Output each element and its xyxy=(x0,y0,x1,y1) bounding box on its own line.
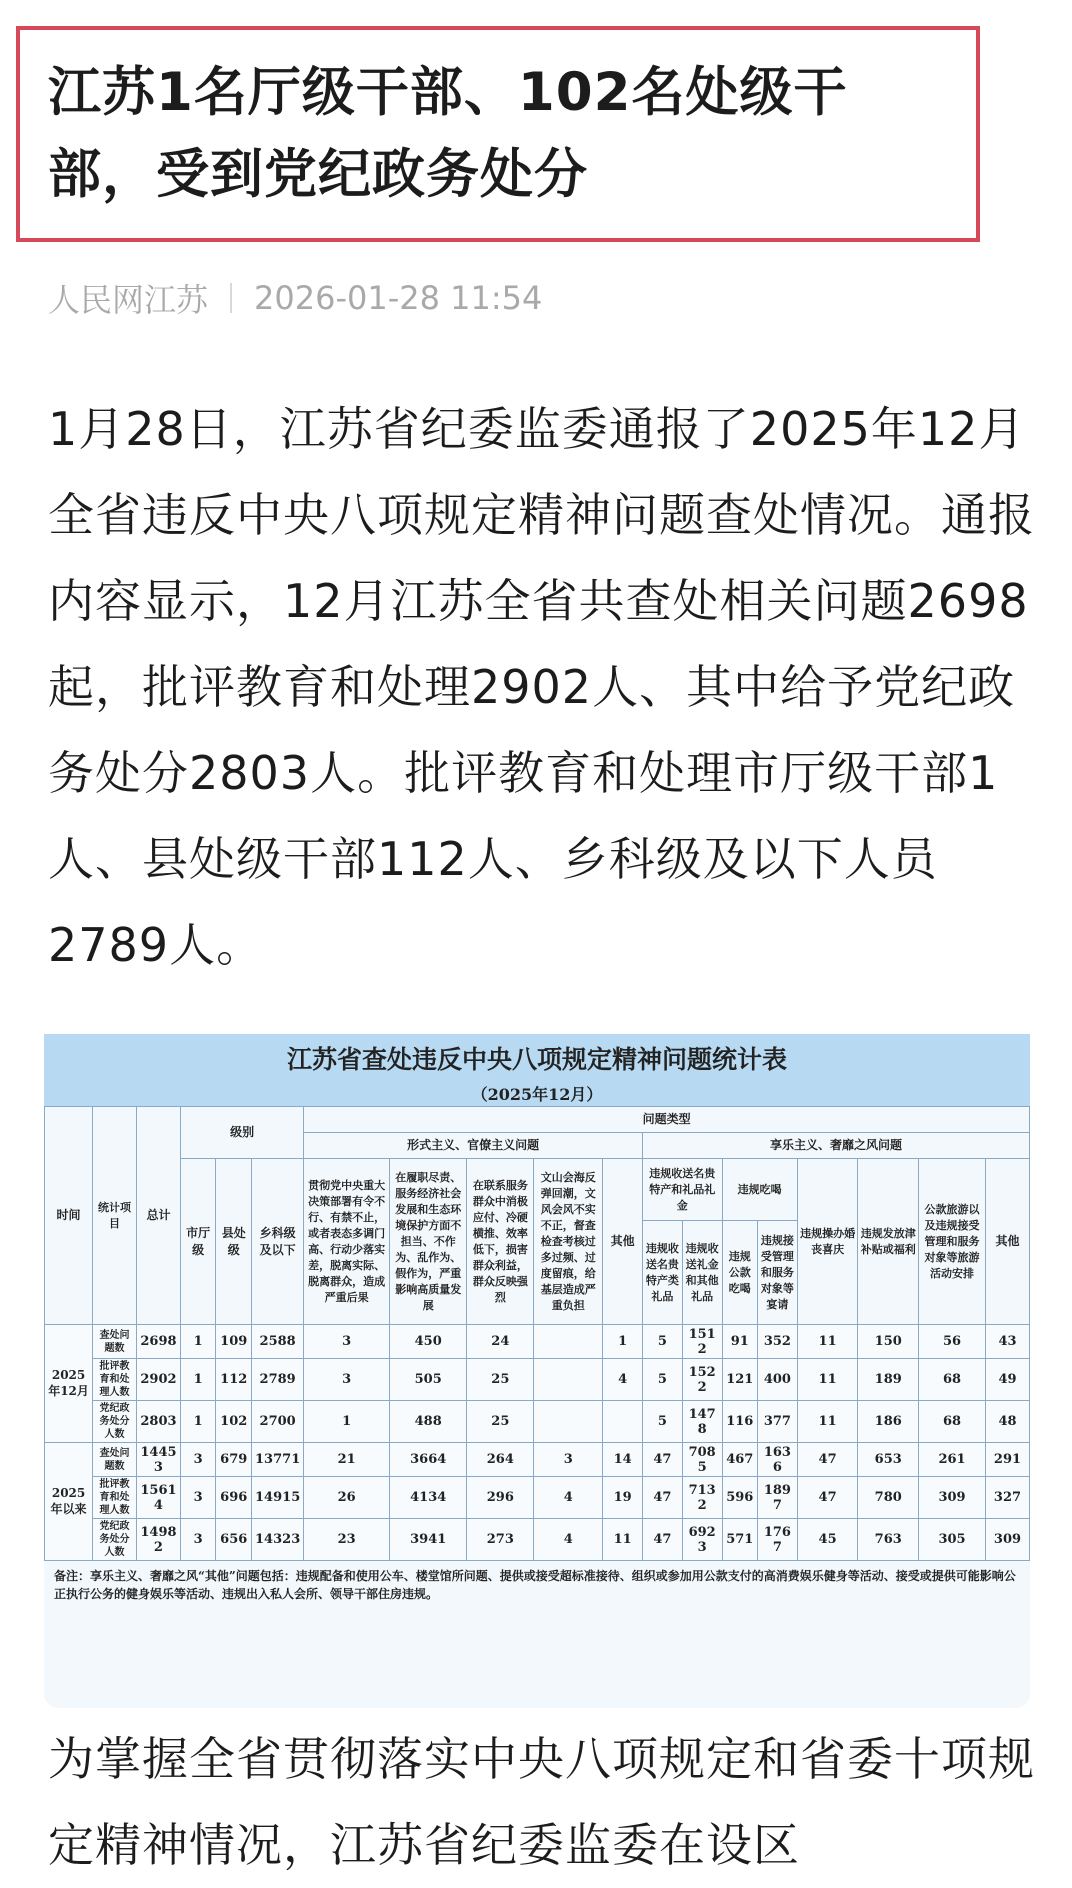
th-formalism-4: 文山会海反弹回潮，文风会风不实不正，督查检查考核过多过频、过度留痕，给基层造成严重负担 xyxy=(534,1159,603,1325)
table-row xyxy=(45,1359,1030,1401)
row-label-cell: 批评教育和处理人数 xyxy=(93,1477,137,1519)
value-cell xyxy=(534,1359,603,1401)
th-level-county: 县处级 xyxy=(216,1159,252,1325)
value-cell: 2789 xyxy=(252,1359,304,1401)
value-cell: 596 xyxy=(722,1477,758,1519)
th-level: 级别 xyxy=(180,1107,303,1159)
value-cell: 47 xyxy=(797,1477,858,1519)
period-cell: 2025年以来 xyxy=(45,1443,93,1561)
value-cell: 7085 xyxy=(682,1443,722,1477)
value-cell: 3 xyxy=(180,1443,216,1477)
value-cell: 3 xyxy=(534,1443,603,1477)
value-cell: 1 xyxy=(180,1325,216,1359)
value-cell: 11 xyxy=(603,1519,643,1561)
value-cell: 3 xyxy=(304,1325,390,1359)
value-cell: 763 xyxy=(858,1519,919,1561)
value-cell xyxy=(534,1401,603,1443)
value-cell: 25 xyxy=(467,1359,534,1401)
meta-divider xyxy=(230,283,232,313)
value-cell: 780 xyxy=(858,1477,919,1519)
th-formalism-other: 其他 xyxy=(603,1159,643,1325)
value-cell: 5 xyxy=(643,1359,683,1401)
value-cell: 5 xyxy=(643,1325,683,1359)
value-cell: 19 xyxy=(603,1477,643,1519)
value-cell: 25 xyxy=(467,1401,534,1443)
th-hedonism-other: 其他 xyxy=(985,1159,1029,1325)
table-subtitle: （2025年12月） xyxy=(471,1085,603,1104)
value-cell: 68 xyxy=(919,1359,986,1401)
value-cell: 14323 xyxy=(252,1519,304,1561)
value-cell: 11 xyxy=(797,1325,858,1359)
table-row xyxy=(45,1519,1030,1561)
value-cell: 47 xyxy=(643,1477,683,1519)
value-cell: 2698 xyxy=(137,1325,181,1359)
article-meta xyxy=(48,278,542,318)
value-cell: 4134 xyxy=(390,1477,467,1519)
value-cell: 102 xyxy=(216,1401,252,1443)
value-cell: 4 xyxy=(534,1519,603,1561)
value-cell: 47 xyxy=(643,1519,683,1561)
value-cell: 150 xyxy=(858,1325,919,1359)
value-cell: 1512 xyxy=(682,1325,722,1359)
value-cell: 112 xyxy=(216,1359,252,1401)
table-note: 备注：享乐主义、奢靡之风“其他”问题包括：违规配备和使用公车、楼堂馆所问题、提供或接受超标准接待、组织或参加用公款支付的高消费娱乐健身等活动、接受或提供可能影响公正执行公务的健身娱乐等活动、违规出入私人会所、领导干部住房违规。 xyxy=(54,1569,1016,1601)
table-row xyxy=(45,1401,1030,1443)
th-formalism-1: 贯彻党中央重大决策部署有令不行、有禁不止，或者表态多调门高、行动少落实差，脱离实际、脱离群众，造成严重后果 xyxy=(304,1159,390,1325)
table-row xyxy=(45,1443,1030,1477)
row-label-cell: 批评教育和处理人数 xyxy=(93,1359,137,1401)
value-cell: 13771 xyxy=(252,1443,304,1477)
value-cell: 1 xyxy=(180,1401,216,1443)
th-formalism-3: 在联系服务群众中消极应付、冷硬横推、效率低下，损害群众利益，群众反映强烈 xyxy=(467,1159,534,1325)
table-title: 江苏省查处违反中央八项规定精神问题统计表 xyxy=(286,1045,787,1074)
value-cell: 24 xyxy=(467,1325,534,1359)
th-level-township: 乡科级及以下 xyxy=(252,1159,304,1325)
th-travel: 公款旅游以及违规接受管理和服务对象等旅游活动安排 xyxy=(919,1159,986,1325)
value-cell: 116 xyxy=(722,1401,758,1443)
value-cell: 45 xyxy=(797,1519,858,1561)
value-cell: 305 xyxy=(919,1519,986,1561)
row-label-cell: 党纪政务处分人数 xyxy=(93,1401,137,1443)
value-cell: 2803 xyxy=(137,1401,181,1443)
statistics-table-image xyxy=(44,1034,1030,1708)
value-cell: 14 xyxy=(603,1443,643,1477)
value-cell: 3 xyxy=(304,1359,390,1401)
th-item: 统计项目 xyxy=(93,1107,137,1325)
value-cell: 296 xyxy=(467,1477,534,1519)
value-cell xyxy=(534,1325,603,1359)
value-cell: 49 xyxy=(985,1359,1029,1401)
value-cell: 679 xyxy=(216,1443,252,1477)
value-cell: 186 xyxy=(858,1401,919,1443)
table-row xyxy=(45,1325,1030,1359)
value-cell: 109 xyxy=(216,1325,252,1359)
value-cell: 56 xyxy=(919,1325,986,1359)
value-cell: 1 xyxy=(603,1325,643,1359)
value-cell: 273 xyxy=(467,1519,534,1561)
value-cell: 2902 xyxy=(137,1359,181,1401)
th-allowance: 违规发放津补贴或福利 xyxy=(858,1159,919,1325)
th-time: 时间 xyxy=(45,1107,93,1325)
th-gift: 违规收送名贵特产和礼品礼金 xyxy=(643,1159,722,1221)
value-cell: 696 xyxy=(216,1477,252,1519)
value-cell: 264 xyxy=(467,1443,534,1477)
headline-box xyxy=(16,26,980,242)
value-cell: 26 xyxy=(304,1477,390,1519)
value-cell: 14453 xyxy=(137,1443,181,1477)
th-problem-type: 问题类型 xyxy=(304,1107,1030,1133)
value-cell: 91 xyxy=(722,1325,758,1359)
th-hedonism: 享乐主义、奢靡之风问题 xyxy=(643,1133,1030,1159)
period-cell: 2025年12月 xyxy=(45,1325,93,1443)
value-cell: 1767 xyxy=(758,1519,798,1561)
row-label-cell: 党纪政务处分人数 xyxy=(93,1519,137,1561)
th-gift-2: 违规收送礼金和其他礼品 xyxy=(682,1221,722,1325)
article-headline: 江苏1名厅级干部、102名处级干部，受到党纪政务处分 xyxy=(48,62,848,205)
row-label-cell: 查处问题数 xyxy=(93,1443,137,1477)
value-cell: 21 xyxy=(304,1443,390,1477)
value-cell: 4 xyxy=(534,1477,603,1519)
value-cell: 505 xyxy=(390,1359,467,1401)
value-cell: 5 xyxy=(643,1401,683,1443)
value-cell: 14982 xyxy=(137,1519,181,1561)
value-cell: 309 xyxy=(985,1519,1029,1561)
value-cell: 327 xyxy=(985,1477,1029,1519)
article-timestamp: 2026-01-28 11:54 xyxy=(254,279,543,317)
value-cell: 47 xyxy=(797,1443,858,1477)
value-cell: 43 xyxy=(985,1325,1029,1359)
value-cell: 121 xyxy=(722,1359,758,1401)
value-cell: 68 xyxy=(919,1401,986,1443)
value-cell: 11 xyxy=(797,1359,858,1401)
value-cell: 7132 xyxy=(682,1477,722,1519)
value-cell: 15614 xyxy=(137,1477,181,1519)
row-label-cell: 查处问题数 xyxy=(93,1325,137,1359)
value-cell: 3941 xyxy=(390,1519,467,1561)
th-formalism: 形式主义、官僚主义问题 xyxy=(304,1133,643,1159)
th-total: 总计 xyxy=(137,1107,181,1325)
th-wedding: 违规操办婚丧喜庆 xyxy=(797,1159,858,1325)
value-cell: 309 xyxy=(919,1477,986,1519)
value-cell: 1478 xyxy=(682,1401,722,1443)
th-dining-1: 违规公款吃喝 xyxy=(722,1221,758,1325)
value-cell: 1 xyxy=(304,1401,390,1443)
value-cell: 450 xyxy=(390,1325,467,1359)
value-cell: 377 xyxy=(758,1401,798,1443)
value-cell: 48 xyxy=(985,1401,1029,1443)
value-cell: 2588 xyxy=(252,1325,304,1359)
article-paragraph: 1月28日，江苏省纪委监委通报了2025年12月全省违反中央八项规定精神问题查处情况。通报内容显示，12月江苏全省共查处相关问题2698起，批评教育和处理2902人、其中给予党纪政务处分2803人。批评教育和处理市厅级干部1人、县处级干部112人、乡科级及以下人员2789人。 xyxy=(48,402,1035,972)
article-paragraph-2: 为掌握全省贯彻落实中央八项规定和省委十项规定精神情况，江苏省纪委监委在设区 xyxy=(48,1732,1035,1872)
value-cell: 656 xyxy=(216,1519,252,1561)
value-cell: 14915 xyxy=(252,1477,304,1519)
th-gift-1: 违规收送名贵特产类礼品 xyxy=(643,1221,683,1325)
value-cell: 1 xyxy=(180,1359,216,1401)
value-cell: 653 xyxy=(858,1443,919,1477)
value-cell: 189 xyxy=(858,1359,919,1401)
article-source[interactable]: 人民网江苏 xyxy=(48,281,209,319)
value-cell: 488 xyxy=(390,1401,467,1443)
th-dining-2: 违规接受管理和服务对象等宴请 xyxy=(758,1221,798,1325)
value-cell: 47 xyxy=(643,1443,683,1477)
table-header-banner xyxy=(44,1034,1030,1106)
value-cell: 291 xyxy=(985,1443,1029,1477)
value-cell: 23 xyxy=(304,1519,390,1561)
value-cell: 1897 xyxy=(758,1477,798,1519)
value-cell: 1522 xyxy=(682,1359,722,1401)
value-cell: 261 xyxy=(919,1443,986,1477)
value-cell: 2700 xyxy=(252,1401,304,1443)
value-cell: 4 xyxy=(603,1359,643,1401)
value-cell: 571 xyxy=(722,1519,758,1561)
value-cell: 3664 xyxy=(390,1443,467,1477)
value-cell: 467 xyxy=(722,1443,758,1477)
value-cell: 3 xyxy=(180,1519,216,1561)
th-formalism-2: 在履职尽责、服务经济社会发展和生态环境保护方面不担当、不作为、乱作为、假作为，严重影响高质量发展 xyxy=(390,1159,467,1325)
statistics-table xyxy=(44,1106,1030,1561)
value-cell: 6923 xyxy=(682,1519,722,1561)
th-level-city: 市厅级 xyxy=(180,1159,216,1325)
th-dining: 违规吃喝 xyxy=(722,1159,797,1221)
value-cell xyxy=(603,1401,643,1443)
value-cell: 1636 xyxy=(758,1443,798,1477)
value-cell: 400 xyxy=(758,1359,798,1401)
table-row xyxy=(45,1477,1030,1519)
value-cell: 3 xyxy=(180,1477,216,1519)
value-cell: 352 xyxy=(758,1325,798,1359)
table-body xyxy=(45,1325,1030,1561)
value-cell: 11 xyxy=(797,1401,858,1443)
